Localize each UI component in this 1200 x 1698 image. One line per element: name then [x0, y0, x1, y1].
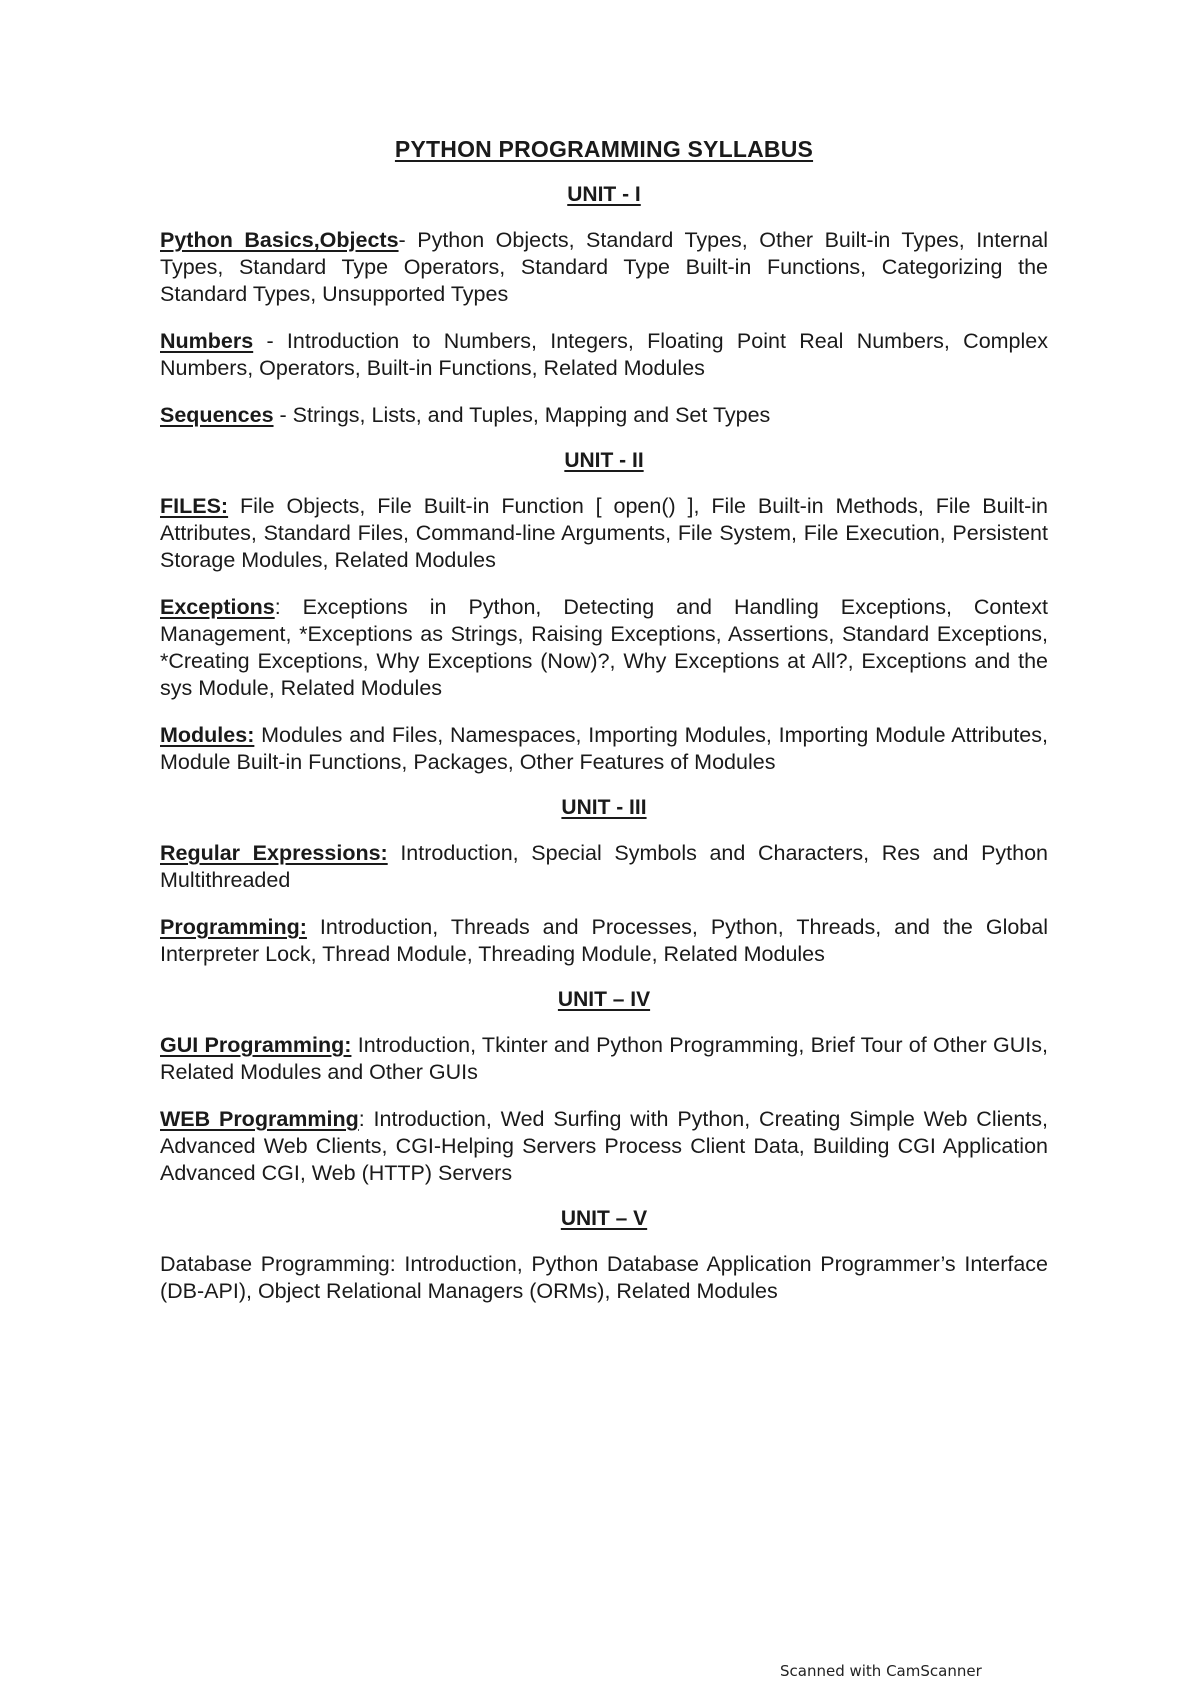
document-title: PYTHON PROGRAMMING SYLLABUS [394, 136, 814, 162]
topic-paragraph [160, 594, 1048, 702]
topic-paragraph [160, 227, 1048, 308]
topic-paragraph [160, 722, 1048, 776]
topic-text: - Strings, Lists, and Tuples, Mapping and Set Types [273, 403, 771, 427]
topic-label: Programming: [160, 915, 307, 939]
topic-paragraph [160, 493, 1048, 574]
topic-text: File Objects, File Built-in Function [ open() ], File Built-in Methods, File Built-in Attributes, Standard Files, Command-line Arguments, File System, File Execution, Persistent Storage Modules, Related Modules [160, 494, 1048, 572]
topic-paragraph [160, 1032, 1048, 1086]
topic-paragraph [160, 328, 1048, 382]
topic-text: : Introduction, Wed Surfing with Python, Creating Simple Web Clients, Advanced Web Clients, CGI-Helping Servers Process Client Data, Building CGI Application Advanced CGI, Web (HTTP) Servers [160, 1107, 1048, 1185]
topic-text: - Python Objects, Standard Types, Other Built-in Types, Internal Types, Standard Type Operators, Standard Type Built-in Functions, Categorizing the Standard Types, Unsupported Types [160, 228, 1048, 306]
topic-text: Introduction, Threads and Processes, Python, Threads, and the Global Interpreter Lock, Thread Module, Threading Module, Related Modules [160, 915, 1048, 966]
topic-text: Database Programming: Introduction, Python Database Application Programmer’s Interface (DB-API), Object Relational Managers (ORMs), Related Modules [160, 1252, 1048, 1303]
unit-heading: UNIT - I [567, 183, 641, 206]
topic-label: Regular Expressions: [160, 841, 388, 865]
unit-heading: UNIT – IV [557, 988, 651, 1011]
topic-label: Sequences [160, 403, 274, 427]
topic-label: GUI Programming: [160, 1033, 352, 1057]
topic-text: : Exceptions in Python, Detecting and Handling Exceptions, Context Management, *Exceptions as Strings, Raising Exceptions, Assertions, Standard Exceptions, *Creating Exceptions, Why Exceptions (Now)?, Why Exceptions at All?, Exceptions and the sys Module, Related Modules [160, 595, 1048, 700]
topic-label: WEB Programming [160, 1107, 359, 1131]
topic-label: FILES: [160, 494, 229, 518]
topic-text: Introduction, Tkinter and Python Programming, Brief Tour of Other GUIs, Related Modules and Other GUIs [160, 1033, 1048, 1084]
topic-paragraph [160, 914, 1048, 968]
topic-paragraph [160, 1251, 1048, 1305]
topic-paragraph [160, 402, 1048, 429]
topic-text: Introduction, Special Symbols and Characters, Res and Python Multithreaded [160, 841, 1048, 892]
scanner-footer: Scanned with CamScanner [780, 1662, 982, 1680]
unit-heading: UNIT – V [560, 1207, 648, 1230]
topic-label: Exceptions [160, 595, 275, 619]
topic-text: Modules and Files, Namespaces, Importing Modules, Importing Module Attributes, Module Built-in Functions, Packages, Other Features of Modules [160, 723, 1048, 774]
topic-paragraph [160, 1106, 1048, 1187]
topic-label: Numbers [160, 329, 254, 353]
unit-heading: UNIT - III [561, 796, 647, 819]
syllabus-content [160, 136, 1048, 1325]
topic-label: Python Basics,Objects [160, 228, 399, 252]
topic-paragraph [160, 840, 1048, 894]
topic-label: Modules: [160, 723, 255, 747]
topic-text: - Introduction to Numbers, Integers, Floating Point Real Numbers, Complex Numbers, Operators, Built-in Functions, Related Modules [160, 329, 1048, 380]
unit-heading: UNIT - II [564, 449, 644, 472]
